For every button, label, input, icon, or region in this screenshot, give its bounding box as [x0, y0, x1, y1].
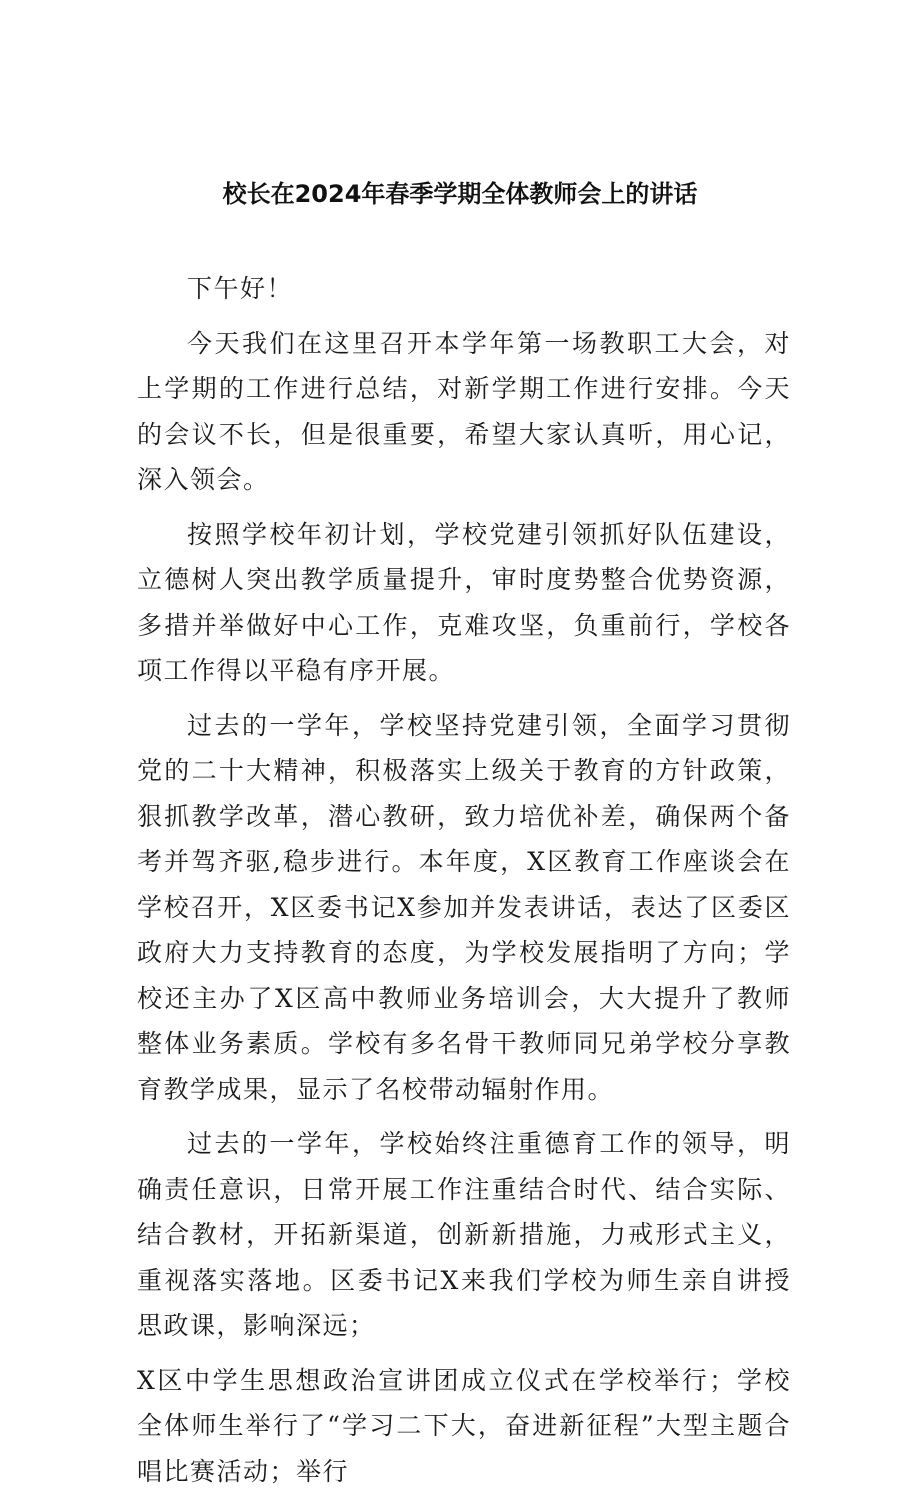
paragraph: 按照学校年初计划，学校党建引领抓好队伍建设，立德树人突出教学质量提升，审时度势整合优势资源，多措并举做好中心工作，克难攻坚，负重前行，学校各项工作得以平稳有序开展。	[137, 519, 791, 685]
paragraph: 今天我们在这里召开本学年第一场教职工大会，对上学期的工作进行总结，对新学期工作进行安排。今天的会议不长，但是很重要，希望大家认真听，用心记，深入领会。	[137, 328, 791, 494]
paragraph: 过去的一学年，学校始终注重德育工作的领导，明确责任意识，日常开展工作注重结合时代、结合实际、结合教材，开拓新渠道，创新新措施，力戒形式主义，重视落实落地。区委书记X来我们学校为师生亲自讲授思政课，影响深远；	[137, 1129, 791, 1340]
paragraph: X区中学生思想政治宣讲团成立仪式在学校举行；学校全体师生举行了“学习二下大，奋进新征程”大型主题合唱比赛活动；举行	[137, 1365, 791, 1486]
paragraph-greeting: 下午好！	[187, 274, 294, 303]
paragraph: 过去的一学年，学校坚持党建引领，全面学习贯彻党的二十大精神，积极落实上级关于教育的方针政策，狠抓教学改革，潜心教研，致力培优补差，确保两个备考并驾齐驱,稳步进行。本年度，X区教育工作座谈会在学校召开，X区委书记X参加并发表讲话，表达了区委区政府大力支持教育的态度，为学校发展指明了方向；学校还主办了X区高中教师业务培训会，大大提升了教师整体业务素质。学校有多名骨干教师同兄弟学校分享教育教学成果，显示了名校带动辐射作用。	[137, 710, 791, 1104]
document-title: 校长在2024年春季学期全体教师会上的讲话	[222, 180, 698, 208]
document-body	[137, 266, 791, 1503]
